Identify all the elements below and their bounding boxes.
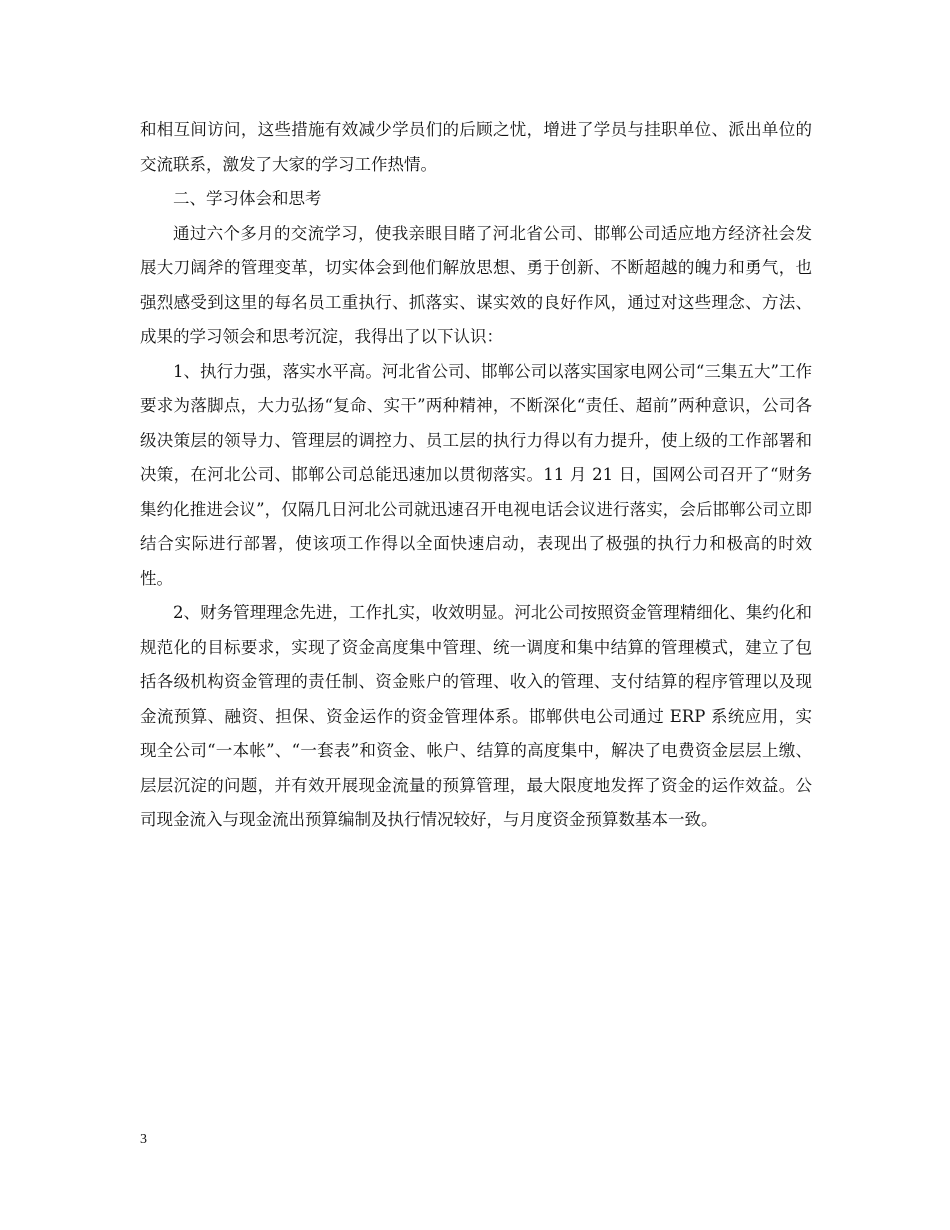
paragraph-point-1: 1、执行力强，落实水平高。河北省公司、邯郸公司以落实国家电网公司“三集五大”工作要求为落脚点，大力弘扬“复命、实干”两种精神，不断深化“责任、超前”两种意识，公司各级决策层的领导力、管理层的调控力、员工层的执行力得以有力提升，使上级的工作部署和决策，在河北公司、邯郸公司总能迅速加以贯彻落实。11 月 21 日，国网公司召开了“财务集约化推进会议”，仅隔几日河北公司就迅速召开电视电话会议进行落实，会后邯郸公司立即结合实际进行部署，使该项工作得以全面快速启动，表现出了极强的执行力和极高的时效性。 xyxy=(140,361,812,588)
page-number: 3 xyxy=(140,1132,147,1147)
section-heading: 二、学习体会和思考 xyxy=(173,189,322,208)
paragraph-intro: 通过六个多月的交流学习，使我亲眼目睹了河北省公司、邯郸公司适应地方经济社会发展大刀阔斧的管理变革，切实体会到他们解放思想、勇于创新、不断超越的魄力和勇气，也强烈感受到这里的每名员工重执行、抓落实、谋实效的良好作风，通过对这些理念、方法、成果的学习领会和思考沉淀，我得出了以下认识： xyxy=(140,223,812,346)
paragraph-point-2: 2、财务管理理念先进，工作扎实，收效明显。河北公司按照资金管理精细化、集约化和规范化的目标要求，实现了资金高度集中管理、统一调度和集中结算的管理模式，建立了包括各级机构资金管理的责任制、资金账户的管理、收入的管理、支付结算的程序管理以及现金流预算、融资、担保、资金运作的资金管理体系。邯郸供电公司通过 ERP 系统应用，实现全公司“一本帐”、“一套表”和资金、帐户、结算的高度集中，解决了电费资金层层上缴、层层沉淀的问题，并有效开展现金流量的预算管理，最大限度地发挥了资金的运作效益。公司现金流入与现金流出预算编制及执行情况较好，与月度资金预算数基本一致。 xyxy=(140,603,812,829)
paragraph-continuation: 和相互间访问，这些措施有效减少学员们的后顾之忧，增进了学员与挂职单位、派出单位的交流联系，激发了大家的学习工作热情。 xyxy=(140,120,812,174)
page-content xyxy=(140,113,812,838)
